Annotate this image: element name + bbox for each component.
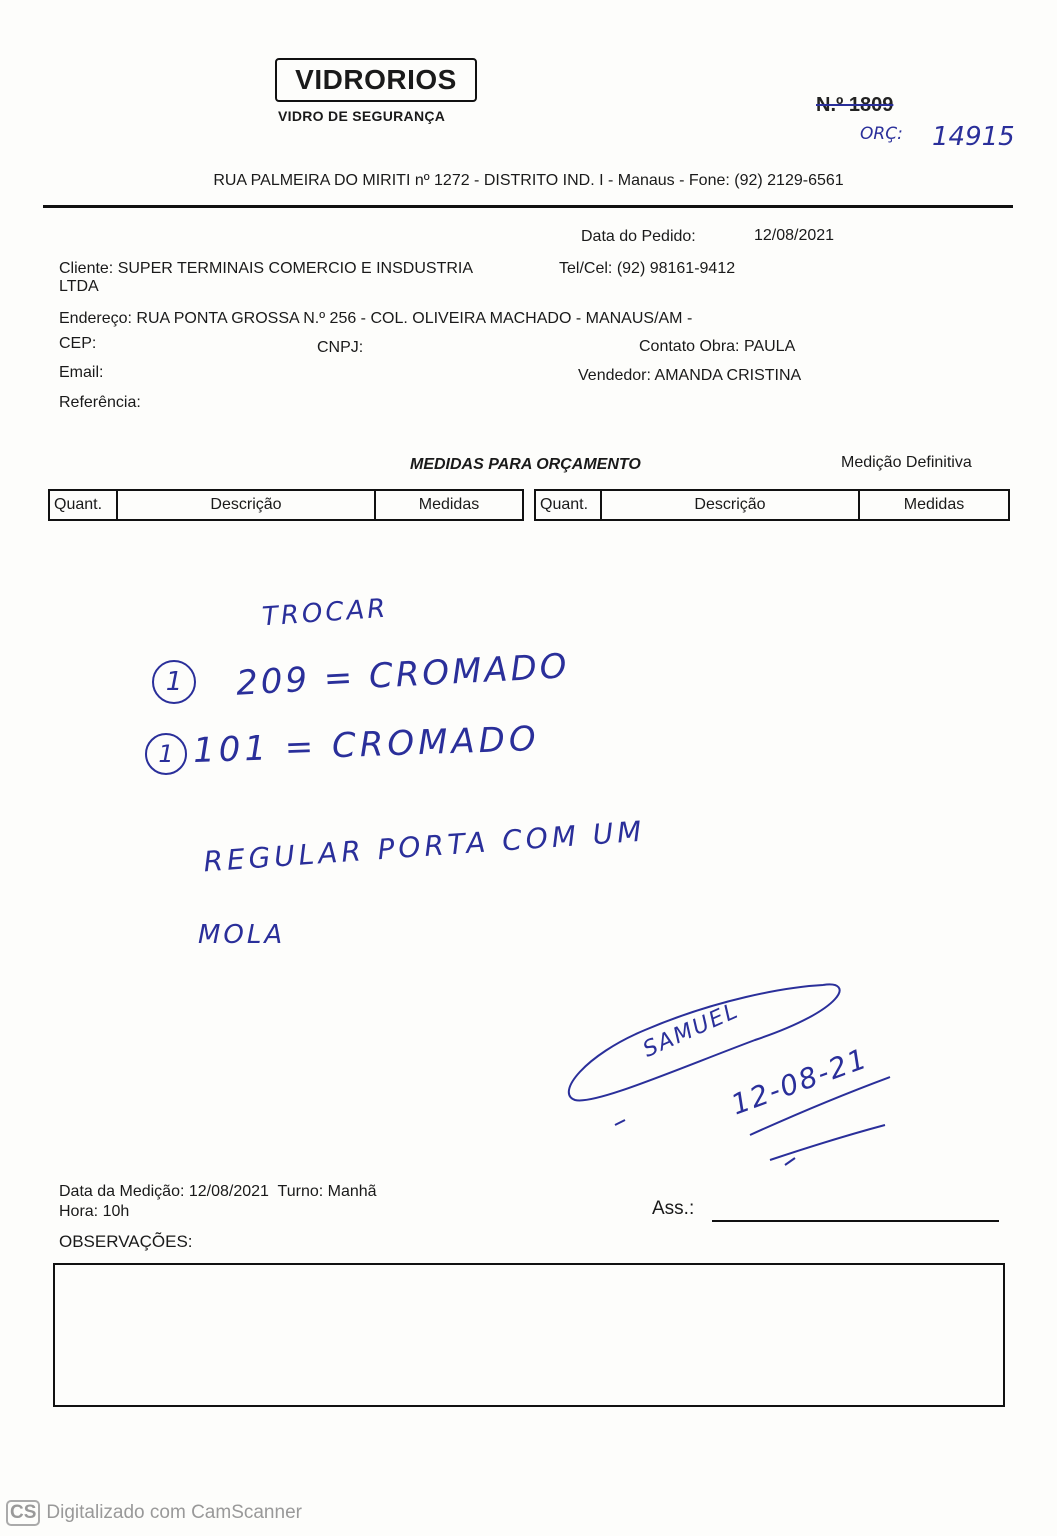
watermark-text: Digitalizado com CamScanner	[46, 1502, 302, 1523]
measurement-status: Medição Definitiva	[841, 454, 972, 471]
seller-value: AMANDA CRISTINA	[654, 367, 802, 384]
col-desc-header: Descrição	[601, 490, 859, 520]
client-value: SUPER TERMINAIS COMERCIO E INSDUSTRIA	[117, 260, 474, 277]
client-label: Cliente:	[59, 260, 114, 277]
order-date-label: Data do Pedido:	[581, 228, 696, 245]
measurement-shift: Turno: Manhã	[277, 1183, 377, 1200]
signature-line	[712, 1220, 999, 1222]
item2-qty: 1	[145, 733, 187, 775]
cep-label: CEP:	[59, 335, 97, 352]
logo-subtitle: VIDRO DE SEGURANÇA	[278, 108, 446, 124]
email-label: Email:	[59, 364, 104, 381]
seller-field	[578, 367, 801, 385]
table-header-row	[535, 490, 1009, 520]
observations-label: OBSERVAÇÕES:	[59, 1232, 193, 1251]
col-meas-header: Medidas	[375, 490, 523, 520]
client-value-line2: LTDA	[59, 278, 99, 295]
contact-value: PAULA	[743, 338, 796, 355]
measurement-hour: Hora: 10h	[59, 1203, 130, 1220]
col-meas-header: Medidas	[859, 490, 1009, 520]
measures-table-left	[48, 489, 524, 521]
scanner-watermark	[6, 1500, 302, 1526]
address-value: RUA PONTA GROSSA N.º 256 - COL. OLIVEIRA MACHADO - MANAUS/AM -	[136, 310, 693, 327]
header-divider	[43, 205, 1013, 208]
handwritten-trocar: TROCAR	[261, 593, 390, 633]
form-number: N.º 1809	[816, 94, 894, 116]
contact-label: Contato Obra:	[639, 338, 740, 355]
signature-name: SAMUEL	[639, 998, 743, 1063]
col-desc-header: Descrição	[117, 490, 375, 520]
phone-label: Tel/Cel:	[559, 260, 613, 277]
reference-label: Referência:	[59, 394, 141, 411]
observations-box	[53, 1263, 1005, 1407]
item2-text: 101 = CROMADO	[192, 718, 541, 772]
cnpj-label: CNPJ:	[317, 339, 364, 356]
handwritten-note-1: REGULAR PORTA COM UM	[202, 814, 647, 879]
measurement-date-line	[59, 1183, 377, 1201]
phone-value: (92) 98161-9412	[616, 260, 736, 277]
measures-title: MEDIDAS PARA ORÇAMENTO	[410, 456, 641, 473]
orc-number: 14915	[932, 122, 1015, 152]
client-field	[59, 260, 473, 278]
address-label: Endereço:	[59, 310, 132, 327]
measures-table-right	[534, 489, 1010, 521]
address-field	[59, 310, 692, 328]
measurement-date: Data da Medição: 12/08/2021	[59, 1183, 269, 1200]
camscanner-logo-icon: CS	[6, 1500, 40, 1526]
company-logo: VIDRORIOS	[275, 58, 477, 102]
company-address: RUA PALMEIRA DO MIRITI nº 1272 - DISTRITO IND. I - Manaus - Fone: (92) 2129-6561	[213, 172, 844, 189]
item1-text: 209 = CROMADO	[235, 646, 571, 704]
orc-label: ORÇ:	[860, 124, 903, 144]
seller-label: Vendedor:	[578, 367, 651, 384]
handwritten-note-2: MOLA	[198, 920, 286, 950]
contact-field	[639, 338, 795, 356]
phone-field	[559, 260, 735, 278]
signature-date: 12-08-21	[726, 1041, 873, 1122]
item1-qty: 1	[152, 660, 196, 704]
table-header-row	[49, 490, 523, 520]
col-qty-header: Quant.	[49, 490, 117, 520]
order-date-value: 12/08/2021	[754, 227, 835, 244]
sign-label: Ass.:	[652, 1198, 695, 1219]
col-qty-header: Quant.	[535, 490, 601, 520]
